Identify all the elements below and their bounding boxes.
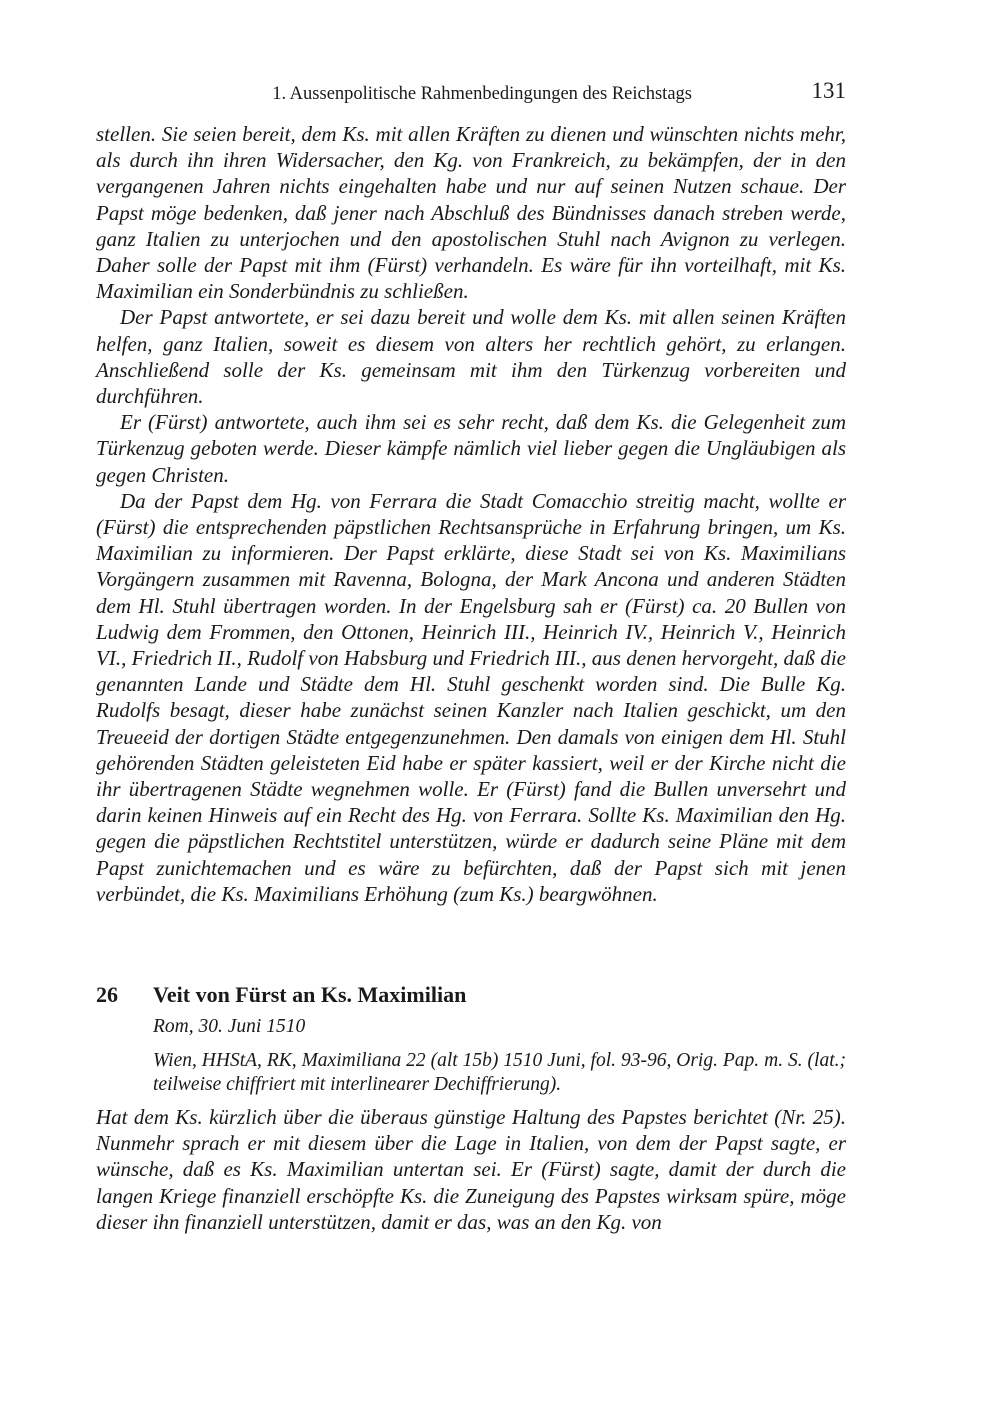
document-title: Veit von Fürst an Ks. Maximilian xyxy=(153,982,467,1007)
source-note: Wien, HHStA, RK, Maximiliana 22 (alt 15b) 1510 Juni, fol. 93-96, Orig. Pap. m. S. (lat.; teilweise chiffriert mit interlinearer Dechiffrierung). xyxy=(153,1050,846,1095)
paragraph: stellen. Sie seien bereit, dem Ks. mit allen Kräften zu dienen und wünschten nichts mehr, als durch ihn ihren Widersacher, den Kg. von Frankreich, zu bekämpfen, der in den vergangenen Jahren nichts eingehalten habe und nur auf seinen Nutzen schaue. Der Papst möge bedenken, daß jener nach Abschluß des Bündnisses danach streben werde, ganz Italien zu unterjochen und den apostolischen Stuhl nach Avignon zu verlegen. Daher solle der Papst mit ihm (Fürst) verhandeln. Es wäre für ihn vorteilhaft, mit Ks. Maximilian ein Sonderbündnis zu schließen. xyxy=(96,122,846,304)
place-date: Rom, 30. Juni 1510 xyxy=(153,1016,306,1037)
regest-paragraph: Hat dem Ks. kürzlich über die überaus günstige Haltung des Papstes berichtet (Nr. 25). Nunmehr sprach er mit diesem über die Lage in Italien, von dem der Papst sagte, er wünsche, daß es Ks. Maximilian untertan sei. Er (Fürst) sagte, damit der durch die langen Kriege finanziell erschöpfte Ks. die Zuneigung des Papstes wirksam spüre, möge dieser ihn finanziell unterstützen, damit er das, was an den Kg. von xyxy=(96,1105,846,1234)
paragraph: Der Papst antwortete, er sei dazu bereit und wolle dem Ks. mit allen seinen Kräften helfen, ganz Italien, soweit es diesem von alters her rechtlich gehört, zu erlangen. Anschließend solle der Ks. gemeinsam mit ihm den Türkenzug vorbereiten und durchführen. xyxy=(96,305,846,409)
paragraph: Da der Papst dem Hg. von Ferrara die Stadt Comacchio streitig macht, wollte er (Fürst) die entsprechenden päpstlichen Rechtsansprüche in Erfahrung bringen, um Ks. Maximilian zu informieren. Der Papst erklärte, diese Stadt sei von Ks. Maximilians Vorgängern zusammen mit Ravenna, Bologna, der Mark Ancona und anderen Städten dem Hl. Stuhl übertragen worden. In der Engelsburg sah er (Fürst) ca. 20 Bullen von Ludwig dem Frommen, den Ottonen, Heinrich III., Heinrich IV., Heinrich V., Heinrich VI., Friedrich II., Rudolf von Habsburg und Friedrich III., aus denen hervorgeht, daß die genannten Lande und Städte dem Hl. Stuhl geschenkt worden sind. Die Bulle Kg. Rudolfs besagt, dieser habe zunächst seinen Kanzler nach Italien geschickt, um den Treueeid der dortigen Städte entgegenzunehmen. Den damals von einigen dem Hl. Stuhl gehörenden Städten geleisteten Eid habe er später kassiert, weil er der Kirche nicht die ihr übertragenen Städte wegnehmen wolle. Er (Fürst) fand die Bullen unversehrt und darin keinen Hinweis auf ein Recht des Hg. von Ferrara. Sollte Ks. Maximilian den Hg. gegen die päpstlichen Rechtstitel unterstützen, würde er dadurch seine Pläne mit dem Papst zunichtemachen und es wäre zu befürchten, daß der Papst sich mit jenen verbündet, die Ks. Maximilians Erhöhung (zum Ks.) beargwöhnen. xyxy=(96,488,846,906)
regest-text xyxy=(96,1104,846,1235)
running-title: 1. Aussenpolitische Rahmenbedingungen des Reichstags xyxy=(272,84,692,104)
running-header xyxy=(96,80,846,110)
page-number: 131 xyxy=(811,78,846,103)
document-number: 26 xyxy=(96,982,118,1007)
body-text xyxy=(96,121,846,907)
paragraph: Er (Fürst) antwortete, auch ihm sei es sehr recht, daß dem Ks. die Gelegenheit zum Türkenzug geboten werde. Dieser kämpfe nämlich viel lieber gegen die Ungläubigen als gegen Christen. xyxy=(96,410,846,487)
